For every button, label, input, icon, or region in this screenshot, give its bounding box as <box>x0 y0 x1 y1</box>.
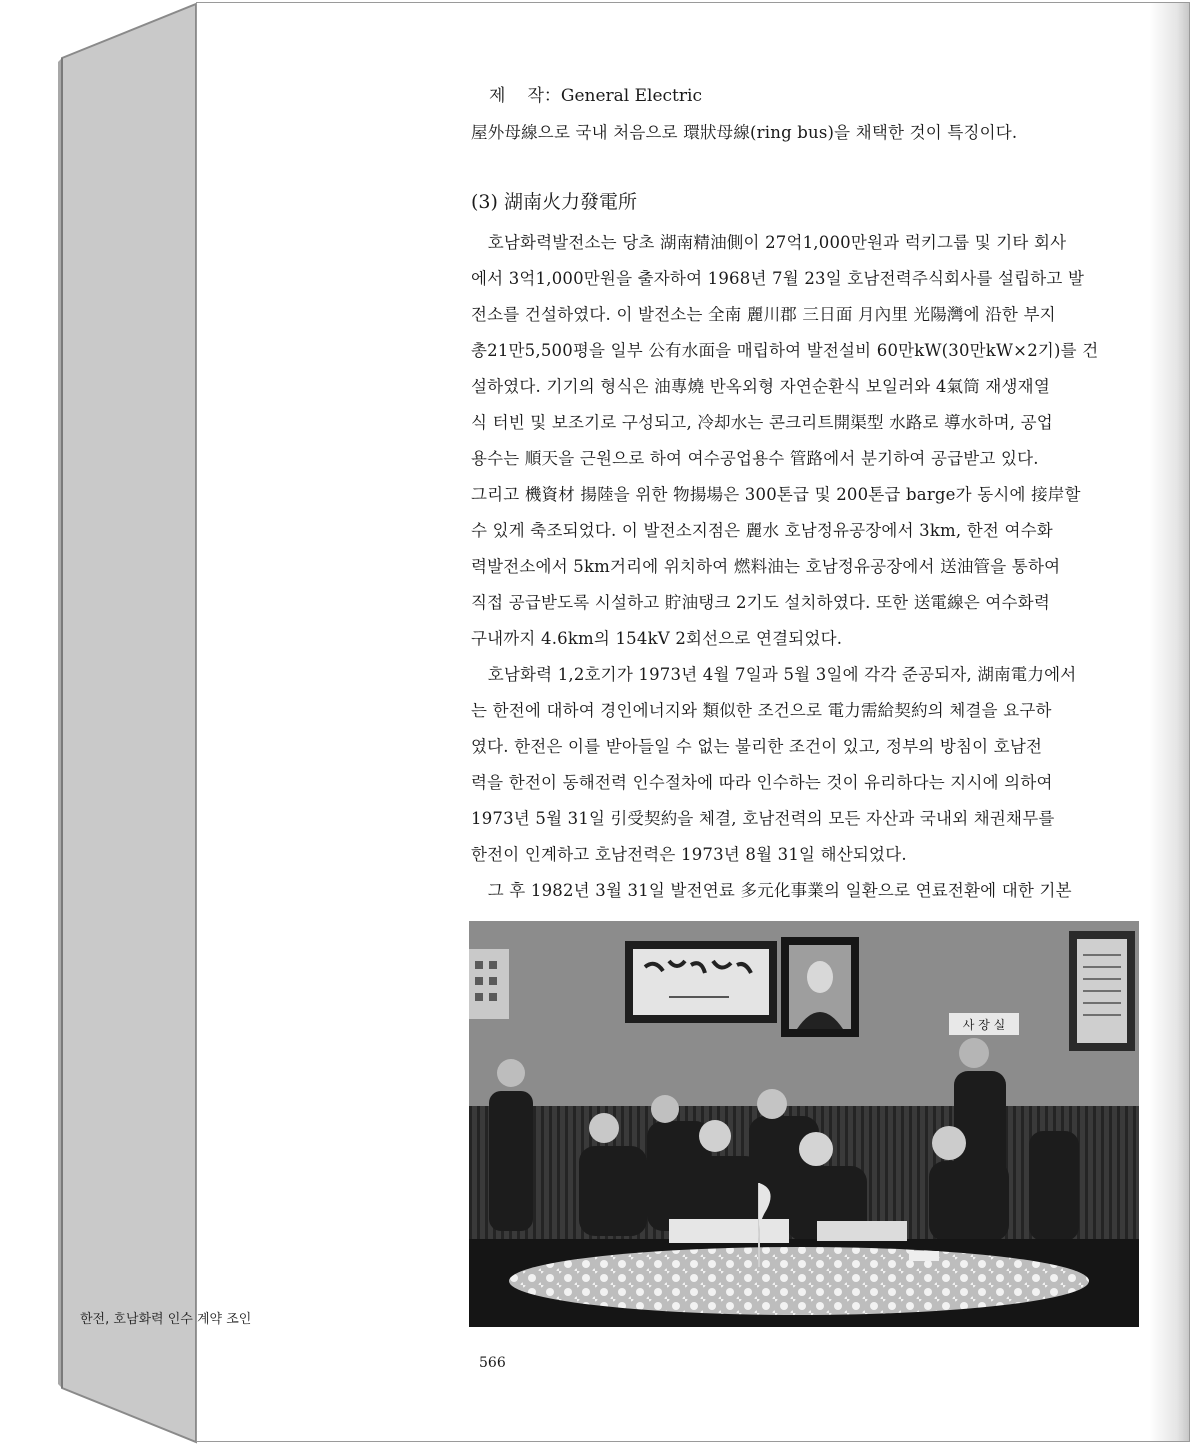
book-edge-illustration <box>0 0 200 1446</box>
manufacturer-line: 제 작：General Electric <box>489 86 702 106</box>
paragraph-line: 전소를 건설하였다. 이 발전소는 全南 麗川郡 三日面 月內里 光陽灣에 沿한 부지 <box>471 305 1056 324</box>
paragraph-line: 총21만5,500평을 일부 公有水面을 매립하여 발전설비 60만kW(30만kW×2기)를 건 <box>471 341 1099 360</box>
paragraph-line: 1973년 5월 31일 引受契約을 체결, 호남전력의 모든 자산과 국내외 채권채무를 <box>471 809 1055 828</box>
paragraph-line: 호남화력 1,2호기가 1973년 4월 7일과 5월 3일에 각각 준공되자, 湖南電力에서 <box>471 665 1077 684</box>
manufacturer-label-1: 제 <box>489 86 506 106</box>
paragraph-line: 호남화력발전소는 당초 湖南精油側이 27억1,000만원과 럭키그룹 및 기타 회사 <box>471 233 1067 252</box>
paragraph-line: 수 있게 축조되었다. 이 발전소지점은 麗水 호남정유공장에서 3km, 한전 여수화 <box>471 521 1053 540</box>
page-fold-shadow <box>1149 3 1189 1441</box>
page-number: 566 <box>479 1355 506 1371</box>
section-heading: (3) 湖南火力發電所 <box>471 191 637 213</box>
paragraph-line: 그리고 機資材 揚陸을 위한 物揚場은 300톤급 및 200톤급 barge가 동시에 接岸할 <box>471 485 1081 504</box>
room-sign-text: 사 장 실 <box>962 1018 1006 1032</box>
intro-line: 屋外母線으로 국내 처음으로 環狀母線(ring bus)을 채택한 것이 특징이다. <box>471 123 1018 142</box>
paragraph-line: 식 터빈 및 보조기로 구성되고, 冷却水는 콘크리트開渠型 水路로 導水하며, 공업 <box>471 413 1053 432</box>
manufacturer-value: General Electric <box>560 86 702 106</box>
paragraph-line: 에서 3억1,000만원을 출자하여 1968년 7월 23일 호남전력주식회사를 설립하고 발 <box>471 269 1085 288</box>
manufacturer-label-2: 작 <box>527 86 544 106</box>
paragraph-line: 력발전소에서 5km거리에 위치하여 燃料油는 호남정유공장에서 送油管을 통하여 <box>471 557 1061 576</box>
document-page <box>196 2 1190 1442</box>
paragraph-line: 는 한전에 대하여 경인에너지와 類似한 조건으로 電力需給契約의 체결을 요구하 <box>471 701 1052 720</box>
paragraph-line: 그 후 1982년 3월 31일 발전연료 多元化事業의 일환으로 연료전환에 대한 기본 <box>471 881 1072 900</box>
paragraph-line: 구내까지 4.6km의 154kV 2회선으로 연결되었다. <box>471 629 843 648</box>
paragraph-line: 설하였다. 기기의 형식은 油專燒 반옥외형 자연순환식 보일러와 4氣筒 재생재열 <box>471 377 1050 396</box>
paragraph-line: 였다. 한전은 이를 받아들일 수 없는 불리한 조건이 있고, 정부의 방침이 호남전 <box>471 737 1043 756</box>
paragraph-line: 용수는 順天을 근원으로 하여 여수공업용수 管路에서 분기하여 공급받고 있다. <box>471 449 1039 468</box>
paragraph-line: 직접 공급받도록 시설하고 貯油탱크 2기도 설치하였다. 또한 送電線은 여수화력 <box>471 593 1050 612</box>
photo-caption: 한전, 호남화력 인수 계약 조인 <box>80 1312 252 1327</box>
paragraph-line: 한전이 인계하고 호남전력은 1973년 8월 31일 해산되었다. <box>471 845 907 864</box>
paragraph-line: 력을 한전이 동해전력 인수절차에 따라 인수하는 것이 유리하다는 지시에 의하여 <box>471 773 1053 792</box>
contract-signing-photo <box>469 921 1139 1327</box>
